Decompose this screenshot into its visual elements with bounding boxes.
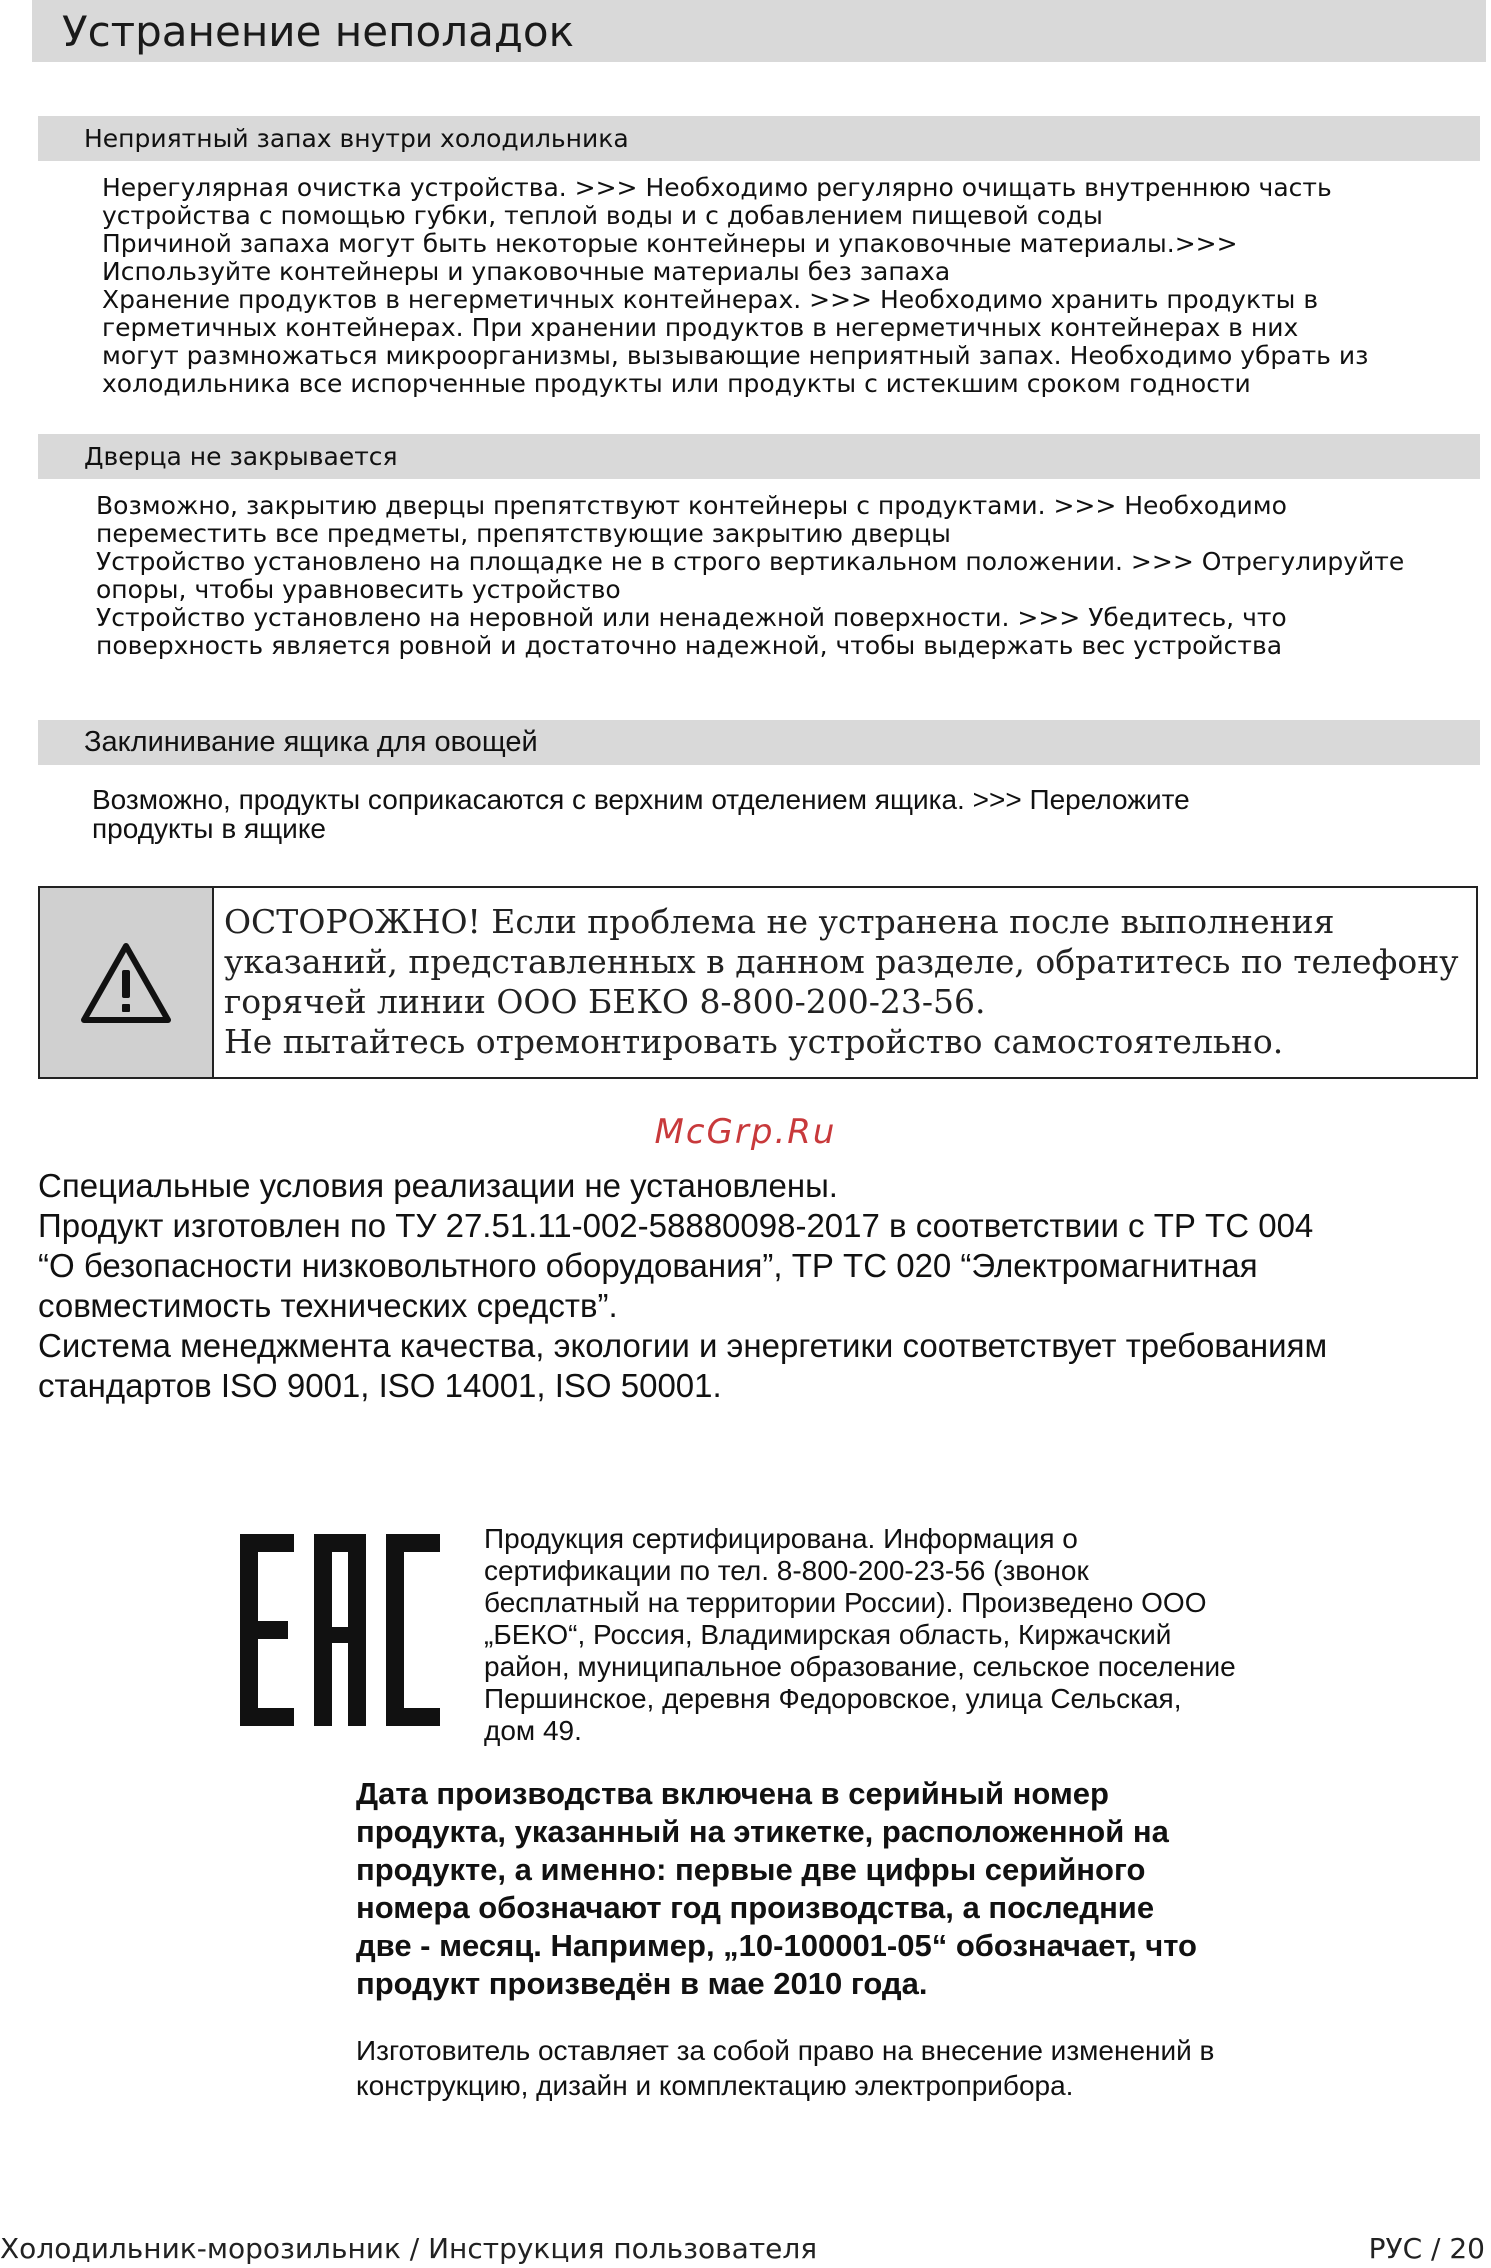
page-title: Устранение неполадок xyxy=(62,7,574,56)
text-line: Специальные условия реализации не установлены. xyxy=(38,1167,838,1204)
text-line: “О безопасности низковольтного оборудования”, ТР ТС 020 “Электромагнитная xyxy=(38,1247,1258,1284)
text-line: Система менеджмента качества, экологии и энергетики соответствует требованиям xyxy=(38,1327,1328,1364)
text-line: Нерегулярная очистка устройства. >>> Необходимо регулярно очищать внутреннюю часть xyxy=(102,173,1332,202)
warning-box xyxy=(38,886,1478,1079)
text-line: дом 49. xyxy=(484,1715,582,1746)
manufacturer-disclaimer xyxy=(356,2033,1396,2103)
text-line: поверхность является ровной и достаточно надежной, чтобы выдержать вес устройства xyxy=(96,631,1283,660)
eac-logo xyxy=(240,1530,440,1730)
warning-line: горячей линии ООО БЕКО 8-800-200-23-56. xyxy=(224,982,986,1021)
production-date-info xyxy=(356,1775,1356,2003)
text-line: Продукция сертифицирована. Информация о xyxy=(484,1523,1078,1554)
text-line: Возможно, закрытию дверцы препятствуют контейнеры с продуктами. >>> Необходимо xyxy=(96,491,1287,520)
text-line: две - месяц. Например, „10-100001-05“ обозначает, что xyxy=(356,1928,1197,1963)
text-line: район, муниципальное образование, сельское поселение xyxy=(484,1651,1236,1682)
warning-line: указаний, представленных в данном разделе, обратитесь по телефону xyxy=(224,942,1459,981)
warning-line: Не пытайтесь отремонтировать устройство самостоятельно. xyxy=(224,1022,1284,1061)
footer-page-number: РУС / 20 xyxy=(1368,2232,1485,2265)
warning-triangle-icon xyxy=(80,942,172,1024)
text-line: Устройство установлено на неровной или ненадежной поверхности. >>> Убедитесь, что xyxy=(96,603,1287,632)
certification-text xyxy=(484,1523,1384,1747)
section-title: Неприятный запах внутри холодильника xyxy=(84,124,629,153)
text-line: Причиной запаха могут быть некоторые контейнеры и упаковочные материалы.>>> xyxy=(102,229,1238,258)
text-line: могут размножаться микроорганизмы, вызывающие неприятный запах. Необходимо убрать из xyxy=(102,341,1369,370)
watermark: McGrp.Ru xyxy=(654,1112,837,1152)
section-body-drawer xyxy=(92,785,1491,843)
text-line: холодильника все испорченные продукты или продукты с истекшим сроком годности xyxy=(102,369,1251,398)
text-line: Хранение продуктов в негерметичных контейнерах. >>> Необходимо хранить продукты в xyxy=(102,285,1319,314)
text-line: устройства с помощью губки, теплой воды и с добавлением пищевой соды xyxy=(102,201,1103,230)
section-header-door xyxy=(38,434,1480,479)
text-line: совместимость технических средств”. xyxy=(38,1287,618,1324)
section-header-odor xyxy=(38,116,1480,161)
text-line: переместить все предметы, препятствующие закрытию дверцы xyxy=(96,519,951,548)
section-title: Заклинивание ящика для овощей xyxy=(84,726,538,758)
text-line: Першинское, деревня Федоровское, улица Сельская, xyxy=(484,1683,1182,1714)
text-line: „БЕКО“, Россия, Владимирская область, Киржачский xyxy=(484,1619,1172,1650)
text-line: сертификации по тел. 8-800-200-23-56 (звонок xyxy=(484,1555,1089,1586)
warning-icon-cell xyxy=(40,888,214,1077)
section-title: Дверца не закрывается xyxy=(84,442,398,471)
text-line: продукта, указанный на этикетке, расположенной на xyxy=(356,1814,1169,1849)
section-header-drawer xyxy=(38,720,1480,765)
text-line: Устройство установлено на площадке не в строго вертикальном положении. >>> Отрегулируйте xyxy=(96,547,1405,576)
text-line: конструкцию, дизайн и комплектацию электроприбора. xyxy=(356,2070,1074,2101)
warning-line: ОСТОРОЖНО! Если проблема не устранена после выполнения xyxy=(224,902,1335,941)
text-line: продукт произведён в мае 2010 года. xyxy=(356,1966,928,2001)
text-line: Возможно, продукты соприкасаются с верхним отделением ящика. >>> Переложите xyxy=(92,784,1190,815)
text-line: опоры, чтобы уравновесить устройство xyxy=(96,575,621,604)
text-line: продукте, а именно: первые две цифры серийного xyxy=(356,1852,1146,1887)
section-body-odor xyxy=(102,174,1491,398)
section-body-door xyxy=(96,492,1491,660)
conditions-text xyxy=(38,1166,1478,1406)
warning-text xyxy=(224,902,1464,1062)
text-line: Продукт изготовлен по ТУ 27.51.11-002-58880098-2017 в соответствии с ТР ТС 004 xyxy=(38,1207,1314,1244)
text-line: Изготовитель оставляет за собой право на внесение изменений в xyxy=(356,2035,1215,2066)
text-line: герметичных контейнерах. При хранении продуктов в негерметичных контейнерах в них xyxy=(102,313,1299,342)
text-line: стандартов ISO 9001, ISO 14001, ISO 50001. xyxy=(38,1367,722,1404)
text-line: номера обозначают год производства, а последние xyxy=(356,1890,1155,1925)
text-line: Используйте контейнеры и упаковочные материалы без запаха xyxy=(102,257,951,286)
text-line: продукты в ящике xyxy=(92,813,326,844)
footer-document-title: Холодильник-морозильник / Инструкция пользователя xyxy=(0,2232,818,2265)
text-line: Дата производства включена в серийный номер xyxy=(356,1776,1109,1811)
text-line: бесплатный на территории России). Произведено ООО xyxy=(484,1587,1207,1618)
